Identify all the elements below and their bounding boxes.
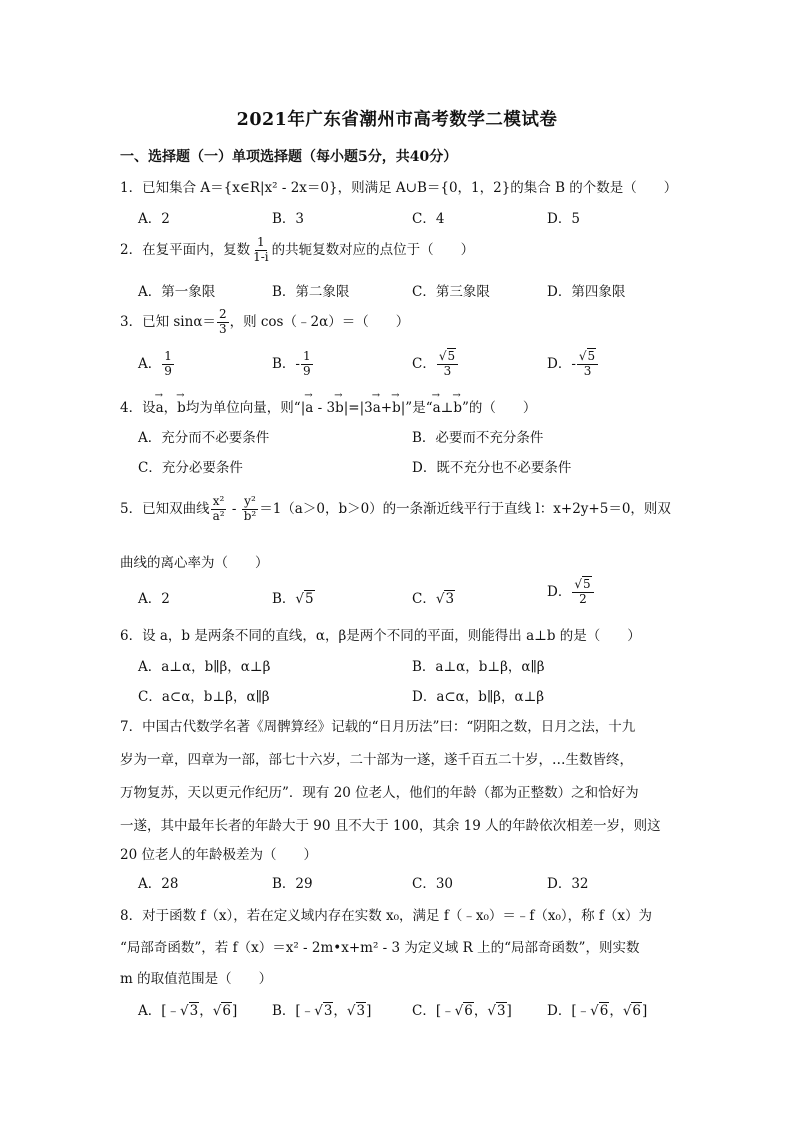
- q8-option-c: C．[﹣√6，√3]: [412, 1003, 512, 1019]
- q3-d-radicand: 5: [587, 349, 596, 363]
- q1-option-a: A．2: [138, 211, 170, 227]
- q4-vector-a-3: → a: [373, 400, 381, 416]
- q8-b-post: ]: [366, 1003, 372, 1019]
- q2-fraction: [251, 236, 271, 265]
- question-7-line-2: 岁为一章，四章为一部，部七十六岁，二十部为一遂，遂千百五二十岁，…生数皆终，: [120, 752, 633, 768]
- q5-b-radicand: 5: [305, 591, 314, 607]
- question-4-stem: 4．设→ a，→ b均为单位向量，则“|→ a - 3→ b|=|3→ a+→ b|”是“→ a⊥→ b”的（ ）: [120, 396, 536, 416]
- q8-option-b: B．[﹣√3，√3]: [272, 1003, 372, 1019]
- q8-option-d: D．[﹣√6，√6]: [547, 1003, 648, 1019]
- q8-option-c-label: C．: [412, 1003, 436, 1019]
- question-7-line-3: 万物复苏，天以更元作纪历”．现有 20 位老人，他们的年龄（都为正整数）之和恰好为: [120, 785, 639, 801]
- q8-c-r2: 3: [496, 1003, 506, 1019]
- q3-option-d-frac: [577, 350, 598, 379]
- q5-option-d: [547, 578, 595, 607]
- q5-minus: -: [227, 500, 241, 517]
- q4-stem-pre: 4．设: [120, 400, 156, 416]
- q6-option-b: B．a⊥α，b⊥β，α∥β: [412, 659, 545, 675]
- q2-option-a: A．第一象限: [138, 284, 216, 300]
- q4-vector-a-2: → a: [305, 400, 313, 416]
- q5-option-c-label: C．: [412, 591, 436, 607]
- page-title: 2021年广东省潮州市高考数学二模试卷: [236, 110, 558, 130]
- q3-option-d: [547, 350, 599, 379]
- q3-option-b-label: B．: [272, 355, 296, 372]
- q4-option-a: A．充分而不必要条件: [138, 430, 270, 446]
- q8-option-a-label: A．: [138, 1003, 162, 1019]
- question-3-stem: [120, 308, 409, 337]
- q4-stem-mid3: |=|3: [343, 400, 373, 416]
- q4-vector-a: → a: [156, 400, 164, 416]
- q8-c-post: ]: [506, 1003, 512, 1019]
- q3-b-sign: -: [295, 355, 300, 372]
- q2-stem-pre: 2．在复平面内，复数: [120, 241, 251, 258]
- q5-d-den: 2: [579, 591, 587, 606]
- question-2-stem: [120, 236, 474, 265]
- q8-a-mid: ，: [199, 1003, 213, 1019]
- q6-option-d: D．a⊂α，b∥β，α⊥β: [412, 689, 545, 705]
- question-1-stem: 1．已知集合 A＝{x∈R|x² - 2x＝0}，则满足 A∪B＝{0，1，2}的集合 B 的个数是（ ）: [120, 180, 678, 196]
- q3-option-c-frac: [437, 350, 458, 379]
- q5-option-d-frac: [572, 578, 593, 607]
- q3-option-a-label: A．: [138, 355, 162, 372]
- q5-stem-post: ＝1（a＞0，b＞0）的一条渐近线平行于直线 l：x+2y+5＝0，则双: [259, 500, 671, 517]
- q3-option-c-label: C．: [412, 355, 436, 372]
- q8-b-r1: 3: [323, 1003, 333, 1019]
- q3-b-den: 9: [302, 363, 311, 378]
- q4-vector-b-2: → b: [335, 400, 344, 416]
- q3-stem-post: ，则 cos（﹣2α）＝（ ）: [229, 313, 410, 330]
- question-8-line-2: “局部奇函数”，若 f（x）＝x² - 2m•x+m² - 3 为定义域 R 上的“局部奇函数”，则实数: [120, 940, 640, 956]
- q8-a-post: ]: [231, 1003, 238, 1019]
- q8-c-pre: [﹣: [435, 1003, 455, 1019]
- question-8-line-3: m 的取值范围是（ ）: [120, 971, 273, 987]
- q3-option-a-frac: [162, 350, 174, 379]
- q5-f1-den: a²: [212, 508, 225, 523]
- q4-vector-b: → b: [177, 400, 186, 416]
- q5-option-a-label: A．: [138, 591, 162, 607]
- q5-frac-y: [242, 495, 259, 524]
- q5-option-b: B．√5: [272, 591, 314, 607]
- q5-option-c: C．√3: [412, 591, 455, 607]
- q2-stem-post: 的共轭复数对应的点位于（ ）: [271, 241, 475, 258]
- q4-vector-b-3: → b: [392, 400, 401, 416]
- q8-option-d-label: D．: [547, 1003, 572, 1019]
- q2-option-b: B．第二象限: [272, 284, 350, 300]
- q8-c-r1: 6: [464, 1003, 473, 1019]
- q8-b-mid: ，: [333, 1003, 347, 1019]
- q8-d-r1: 6: [599, 1003, 609, 1019]
- q1-option-b: B．3: [272, 211, 305, 227]
- q4-option-c: C．充分必要条件: [138, 460, 243, 476]
- q1-option-c: C．4: [412, 211, 445, 227]
- q4-stem-mid1: 均为单位向量，则“|: [185, 400, 306, 416]
- q5-option-b-label: B．: [272, 591, 296, 607]
- q2-frac-num: 1: [257, 235, 265, 249]
- q2-frac-den: 1-i: [253, 249, 269, 264]
- question-6-stem: 6．设 a，b 是两条不同的直线，α，β是两个不同的平面，则能得出 a⊥b 的是（ ）: [120, 628, 641, 644]
- q4-stem-mid5: |”是“: [400, 400, 433, 416]
- q5-frac-x: [211, 495, 227, 524]
- q3-stem-pre: 3．已知 sinα＝: [120, 313, 216, 330]
- q7-option-b: B．29: [272, 876, 313, 892]
- question-7-line-5: 20 位老人的年龄极差为（ ）: [120, 847, 317, 863]
- q4-stem-mid2: - 3: [313, 400, 336, 416]
- q4-stem-mid4: +: [380, 400, 393, 416]
- q1-option-d: D．5: [547, 211, 580, 227]
- q8-d-mid: ，: [609, 1003, 623, 1019]
- q8-d-post: ]: [642, 1003, 648, 1019]
- q8-b-pre: [﹣: [295, 1003, 315, 1019]
- q3-c-num: √5: [437, 350, 458, 365]
- question-5-stem: [120, 495, 671, 524]
- q7-option-a: A．28: [138, 876, 179, 892]
- q5-stem-pre: 5．已知双曲线: [120, 500, 210, 517]
- q5-d-num: √5: [572, 578, 593, 593]
- question-7-line-4: 一遂，其中最年长者的年龄大于 90 且不大于 100，其余 19 人的年龄依次相差一岁，则这: [120, 818, 661, 834]
- q5-option-a-value: 2: [161, 591, 170, 607]
- q8-a-r2: 6: [222, 1003, 231, 1019]
- question-8-line-1: 8．对于函数 f（x），若在定义域内存在实数 x₀，满足 f（﹣x₀）＝﹣f（x₀），称 f（x）为: [120, 908, 653, 924]
- q8-d-r2: 6: [632, 1003, 642, 1019]
- q3-frac-num: 2: [218, 307, 227, 321]
- q3-b-num: 1: [302, 349, 311, 363]
- q8-option-b-label: B．: [272, 1003, 296, 1019]
- q3-c-radicand: 5: [447, 349, 456, 363]
- q3-d-num: √5: [577, 350, 598, 365]
- q4-vector-a-4: → a: [433, 400, 441, 416]
- q7-option-d: D．32: [547, 876, 589, 892]
- q3-a-num: 1: [164, 349, 172, 363]
- q2-option-c: C．第三象限: [412, 284, 490, 300]
- q3-a-den: 9: [164, 363, 172, 378]
- q5-d-radicand: 5: [582, 577, 591, 591]
- q3-option-d-label: D．: [547, 355, 572, 372]
- section-heading: 一、选择题（一）单项选择题（每小题5分，共40分）: [120, 149, 458, 165]
- q5-c-radicand: 3: [445, 591, 455, 607]
- q5-f2-den: b²: [243, 508, 257, 523]
- q3-option-b-frac: [301, 350, 313, 379]
- q3-fraction: [217, 308, 229, 337]
- q3-d-sign: -: [571, 355, 576, 372]
- q4-option-d: D．既不充分也不必要条件: [412, 460, 572, 476]
- q6-option-c: C．a⊂α，b⊥β，α∥β: [138, 689, 270, 705]
- q3-d-den: 3: [583, 363, 592, 378]
- q8-d-pre: [﹣: [571, 1003, 591, 1019]
- q4-stem-mid6: ⊥: [440, 400, 454, 416]
- q3-option-c: [412, 350, 459, 379]
- q3-option-b: [272, 350, 314, 379]
- q7-option-c: C．30: [412, 876, 454, 892]
- q5-f1-num: x²: [212, 494, 225, 508]
- q3-c-den: 3: [443, 363, 452, 378]
- q3-option-a: [138, 350, 175, 379]
- q8-b-r2: 3: [356, 1003, 366, 1019]
- q4-option-b: B．必要而不充分条件: [412, 430, 544, 446]
- q8-a-pre: [﹣: [161, 1003, 181, 1019]
- q6-option-a: A．a⊥α，b∥β，α⊥β: [138, 659, 271, 675]
- q5-option-d-label: D．: [547, 583, 572, 600]
- q5-option-a: [138, 587, 170, 607]
- question-5-stem-line2: 曲线的离心率为（ ）: [120, 555, 269, 571]
- q8-a-r1: 3: [189, 1003, 199, 1019]
- q2-option-d: D．第四象限: [547, 284, 626, 300]
- q4-stem-post: ”的（ ）: [462, 400, 537, 416]
- q8-option-a: A．[﹣√3，√6]: [138, 1003, 238, 1019]
- q4-vector-b-4: → b: [453, 400, 462, 416]
- q8-c-mid: ，: [473, 1003, 488, 1019]
- q5-f2-num: y²: [244, 494, 256, 508]
- question-7-line-1: 7．中国古代数学名著《周髀算经》记载的“日月历法”曰：“阴阳之数，日月之法，十九: [120, 719, 636, 735]
- q3-frac-den: 3: [218, 321, 227, 336]
